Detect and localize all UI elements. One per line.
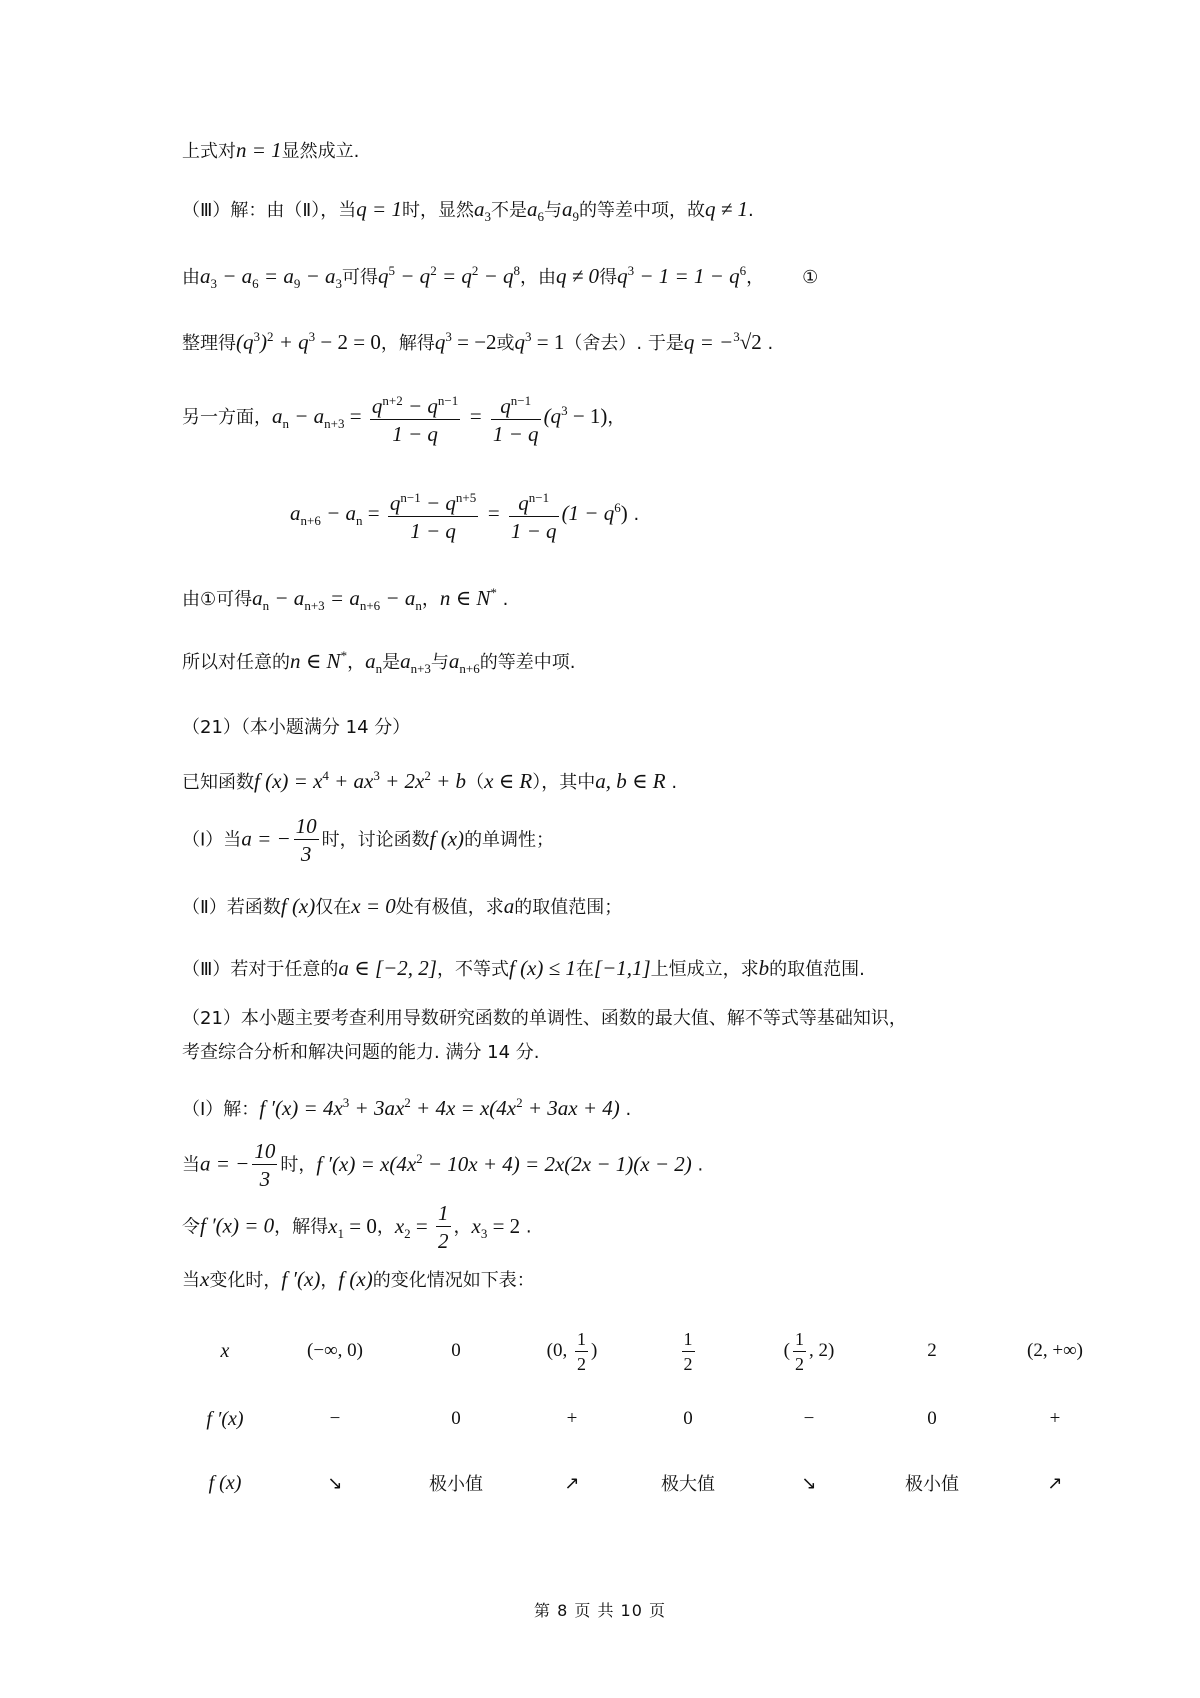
text-line: （Ⅰ）解：f $'(x) = 4x^3 + 3ax^2 + 4x = x(4x^2 + 3ax + 4)$ .: [182, 1095, 632, 1120]
text-line: （Ⅲ）若对于任意的a ∈ [−2, 2]，不等式f (x) ≤ 1在[−1,1]上恒成立，求b的取值范围.: [182, 956, 865, 980]
fraction: $\frac{10}{3}$: [254, 1139, 276, 1191]
formula-line: $a_{n+6} - a_n$ = $\frac{q^{n-1} - q^{n+5}}{1 - q}$ = $\frac{q^{n-1}}{1 - q}$ $(1 - q^6)$ .: [290, 485, 639, 545]
text-line: （21）本小题主要考查利用导数研究函数的单调性、函数的最大值、解不等式等基础知识，: [182, 1008, 907, 1029]
text-line: （Ⅱ）若函数f (x)仅在x = 0处有极值，求a的取值范围；: [182, 894, 623, 918]
text-line: 所以对任意的n ∈ N*，$a_n$是$a_{n+3}$与$a_{n+6}$的等差中项.: [182, 648, 576, 677]
fraction: $\frac{1}{2}$: [438, 1201, 449, 1253]
table-row: f ′(x) − 0 + 0 − 0 +: [206, 1407, 1061, 1430]
decreasing-arrow-icon: ↘: [327, 1472, 343, 1494]
text-line: （Ⅲ）解：由（Ⅱ），当q = 1时，显然$a_3$不是$a_6$与$a_9$的等差中项，故q ≠ 1.: [182, 197, 754, 225]
text-line: 令f ′(x) = 0，解得$x_1 = 0$，$x_2$ = $\frac{1}{2}$ ，$x_3 = 2$ .: [182, 1201, 532, 1253]
text-line: 整理得$(q^3)^2 + q^3 - 2 = 0$，解得$q^3 = -2$或$q^3 = 1$（舍去）. 于是q = −$^3$√2 .: [182, 329, 774, 354]
fraction: $\frac{q^{n+2} - q^{n-1}}{1 - q}$: [371, 393, 459, 446]
increasing-arrow-icon: ↗: [1047, 1472, 1063, 1494]
text-line: 由$a_3 - a_6 = a_9 - a_3$可得$q^5 - q^2 = q^2 - q^8$，由q ≠ 0得$q^3 - 1 = 1 - q^6$， ①: [182, 263, 819, 292]
equation-marker: ①: [802, 267, 819, 288]
text-line: 由①可得$a_n - a_{n+3} = a_{n+6} - a_n$，n ∈ N* .: [182, 585, 509, 614]
text-line: （Ⅰ）当a = − $\frac{10}{3}$ 时，讨论函数f (x)的单调性；: [182, 814, 555, 866]
fraction: $\frac{q^{n-1}}{1 - q}$: [510, 490, 557, 543]
table-row: x (−∞, 0) 0 (0, $\frac{1}{2}$ ) $\frac{1}{2}$ ( $\frac{1}{2}$ , 2) 2 (2, +∞): [220, 1328, 1083, 1374]
text-line: 上式对n = 1显然成立.: [182, 138, 360, 162]
fraction: $\frac{q^{n-1}}{1 - q}$: [492, 393, 539, 446]
text-line: 考查综合分析和解决问题的能力. 满分 14 分.: [182, 1042, 540, 1063]
fraction: $\frac{10}{3}$: [295, 814, 317, 866]
variation-table: [190, 1315, 1130, 1515]
fraction: $\frac{q^{n-1} - q^{n+5}}{1 - q}$: [389, 490, 477, 543]
text-line: 当x变化时，f ′(x)，f (x)的变化情况如下表：: [182, 1267, 535, 1291]
text-line: 当a = − $\frac{10}{3}$ 时，f $'(x) = x(4x^2 - 10x + 4) = 2x(2x - 1)(x - 2)$ .: [182, 1139, 704, 1191]
text-line: 已知函数f $(x) = x^4 + ax^3 + 2x^2 + b(x$ ∈ R），其中a, b ∈ R .: [182, 768, 678, 793]
page-footer: 第 8 页 共 10 页: [534, 1601, 666, 1620]
table-row: f (x) ↘ 极小值 ↗ 极大值 ↘ 极小值 ↗: [190, 1451, 1130, 1515]
problem-heading: （21）（本小题满分 14 分）: [182, 717, 411, 738]
increasing-arrow-icon: ↗: [564, 1472, 580, 1494]
formula-line: 另一方面，$a_n - a_{n+3}$ = $\frac{q^{n+2} - q^{n-1}}{1 - q}$ = $\frac{q^{n-1}}{1 - q}$ $(q^3 - 1)$，: [182, 388, 625, 448]
decreasing-arrow-icon: ↘: [801, 1472, 817, 1494]
